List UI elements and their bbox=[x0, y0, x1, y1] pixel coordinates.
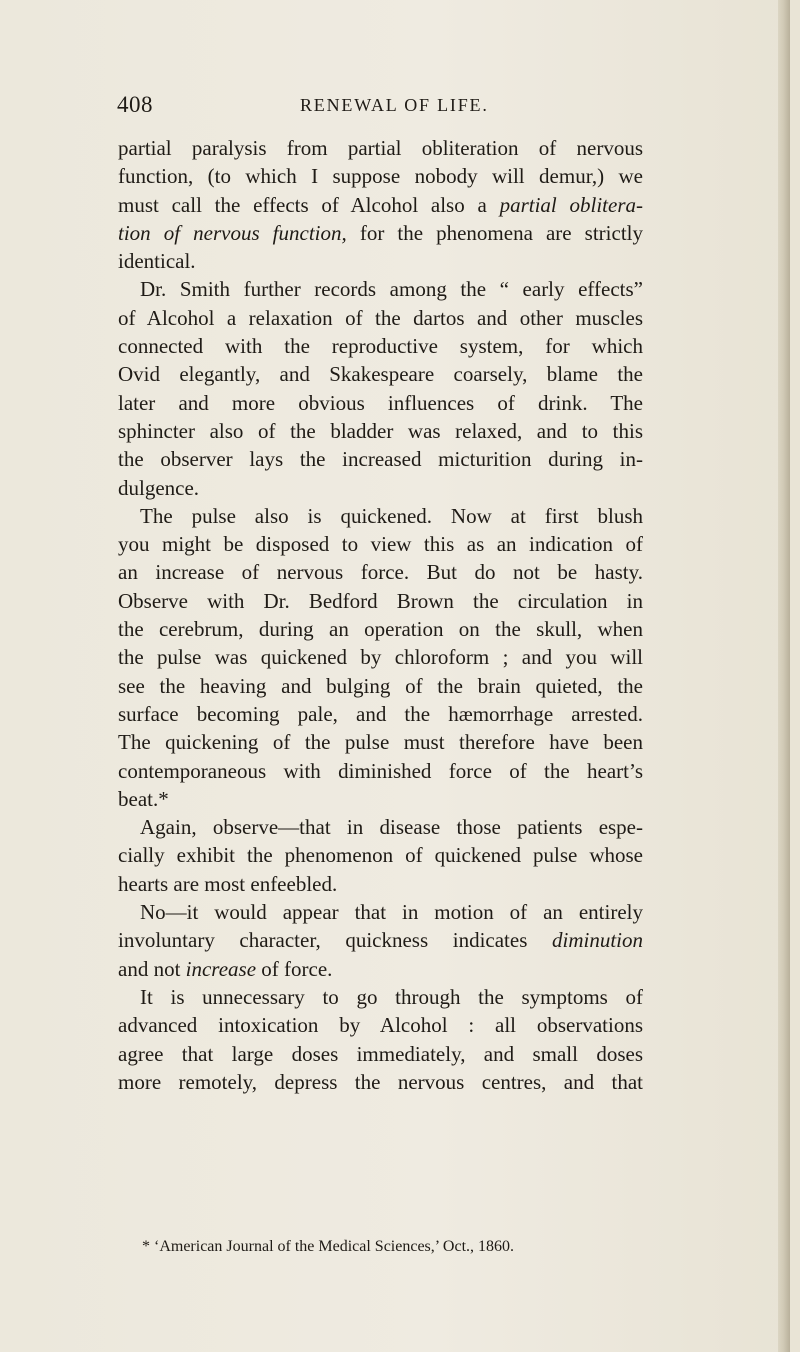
page-gutter-shadow bbox=[778, 0, 790, 1352]
running-title: RENEWAL OF LIFE. bbox=[300, 95, 489, 115]
text-span: of force. bbox=[256, 956, 333, 981]
text-line: the cerebrum, during an operation on the skull, when bbox=[118, 617, 643, 642]
text-line: contemporaneous with diminished force of the heart’s bbox=[118, 758, 643, 783]
italic-text: diminution bbox=[551, 928, 643, 953]
text-line: hearts are most enfeebled. bbox=[118, 871, 338, 896]
body-text bbox=[118, 134, 643, 1096]
italic-text: partial oblitera- bbox=[499, 192, 643, 217]
text-line: later and more obvious influences of drink. The bbox=[118, 390, 643, 415]
text-line: more remotely, depress the nervous centres, and that bbox=[118, 1069, 643, 1094]
text-line: No—it would appear that in motion of an entirely bbox=[140, 900, 643, 925]
text-line: cially exhibit the phenomenon of quickened pulse whose bbox=[118, 843, 643, 868]
text-line: Ovid elegantly, and Skakespeare coarsely, blame the bbox=[118, 362, 643, 387]
text-line: partial paralysis from partial obliteration of nervous bbox=[118, 136, 643, 160]
text-line: agree that large doses immediately, and small doses bbox=[118, 1041, 643, 1066]
text-line: The quickening of the pulse must therefore have been bbox=[118, 730, 643, 755]
text-line: the pulse was quickened by chloroform ; and you will bbox=[118, 645, 643, 670]
text-line: of Alcohol a relaxation of the dartos and other muscles bbox=[118, 305, 643, 330]
text-line: beat.* bbox=[118, 786, 169, 811]
text-line: Again, observe—that in disease those patients espe- bbox=[140, 815, 643, 840]
text-line bbox=[118, 926, 643, 954]
text-line: surface becoming pale, and the hæmorrhage arrested. bbox=[118, 701, 643, 726]
text-line: the observer lays the increased micturition during in- bbox=[118, 447, 643, 472]
text-line: an increase of nervous force. But do not be hasty. bbox=[118, 560, 643, 585]
text-line: Observe with Dr. Bedford Brown the circulation in bbox=[118, 588, 643, 613]
italic-text: increase bbox=[185, 956, 257, 981]
text-line: function, (to which I suppose nobody will demur,) we bbox=[118, 164, 643, 189]
text-line: identical. bbox=[118, 249, 196, 274]
text-line bbox=[118, 219, 643, 247]
text-line: connected with the reproductive system, for which bbox=[118, 334, 643, 359]
text-line bbox=[118, 955, 643, 983]
text-span: and not bbox=[118, 956, 186, 981]
italic-text: tion of nervous function, bbox=[118, 220, 347, 245]
text-span: involuntary character, quickness indicates bbox=[118, 928, 552, 953]
page-header bbox=[117, 92, 657, 122]
text-line: see the heaving and bulging of the brain quieted, the bbox=[118, 673, 643, 698]
text-line: Dr. Smith further records among the “ early effects” bbox=[140, 277, 643, 302]
text-line bbox=[118, 191, 643, 219]
text-line: dulgence. bbox=[118, 475, 200, 500]
text-line: advanced intoxication by Alcohol : all observations bbox=[118, 1013, 643, 1038]
text-line: The pulse also is quickened. Now at first blush bbox=[140, 503, 643, 528]
page-number: 408 bbox=[117, 92, 153, 117]
text-line: It is unnecessary to go through the symptoms of bbox=[140, 984, 643, 1009]
footnote: * ‘American Journal of the Medical Sciences,’ Oct., 1860. bbox=[142, 1238, 515, 1255]
text-line: you might be disposed to view this as an indication of bbox=[118, 532, 643, 557]
text-line: sphincter also of the bladder was relaxed, and to this bbox=[118, 418, 643, 443]
text-span: must call the effects of Alcohol also a bbox=[118, 192, 500, 217]
text-span: for the phenomena are strictly bbox=[346, 220, 643, 245]
